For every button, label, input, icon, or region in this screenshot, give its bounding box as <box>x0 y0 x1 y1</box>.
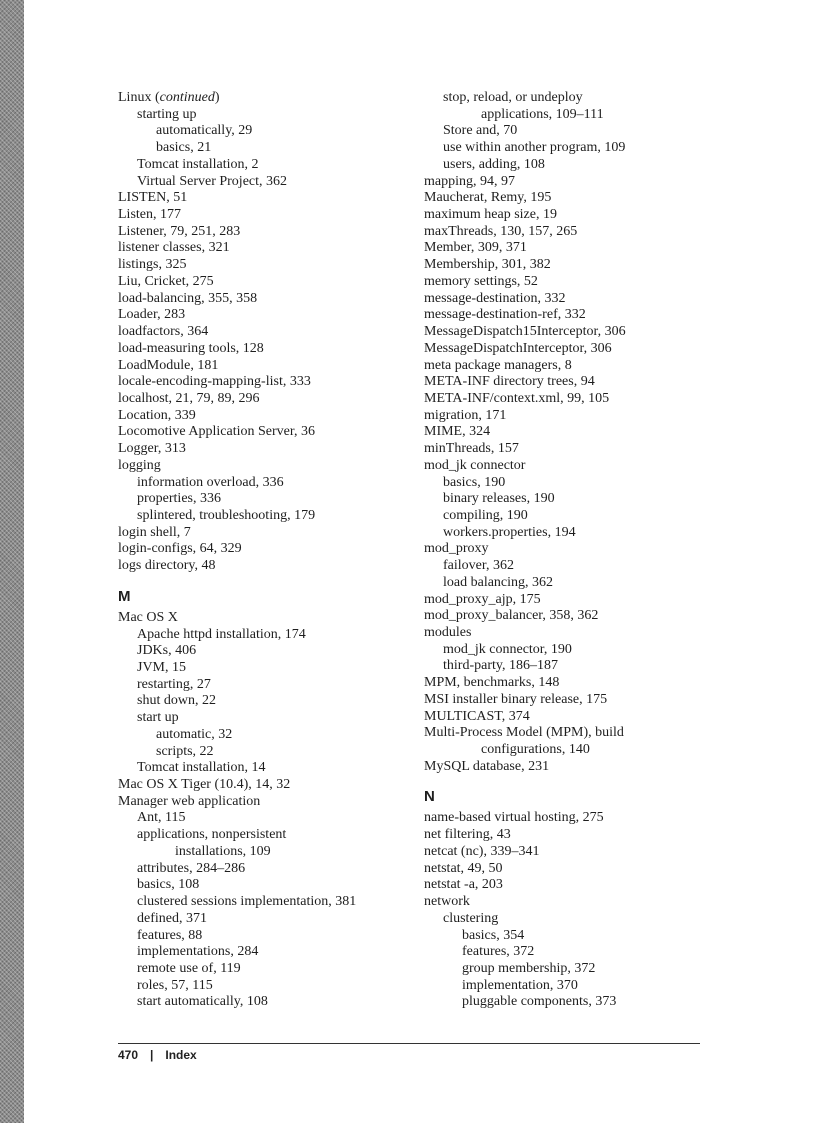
entry-text: clustered sessions implementation, 381 <box>137 894 357 910</box>
footer-separator: | <box>150 1048 154 1062</box>
index-subentry <box>424 508 714 525</box>
index-entry <box>424 441 714 458</box>
index-entry <box>118 424 408 441</box>
index-subentry <box>118 627 408 644</box>
index-subentry <box>118 911 408 928</box>
entry-text: message-destination, 332 <box>424 290 566 306</box>
entry-text: group membership, 372 <box>462 960 596 976</box>
section-letter: M <box>118 587 131 605</box>
index-entry <box>118 777 408 794</box>
entry-text: MessageDispatchInterceptor, 306 <box>424 340 612 356</box>
index-subentry <box>424 994 714 1011</box>
entry-text: basics, 354 <box>462 927 525 943</box>
index-entry <box>424 709 714 726</box>
index-subentry <box>424 575 714 592</box>
entry-text: meta package managers, 8 <box>424 357 572 373</box>
entry-text: Mac OS X Tiger (10.4), 14, 32 <box>118 777 291 793</box>
index-entry <box>118 324 408 341</box>
index-entry <box>424 307 714 324</box>
index-subentry <box>118 693 408 710</box>
index-entry <box>118 794 408 811</box>
index-entry: Linux (continued) <box>118 90 220 105</box>
index-subentry <box>118 123 408 140</box>
index-entry <box>424 625 714 642</box>
entry-text: mod_proxy_ajp, 175 <box>424 591 541 607</box>
index-subentry <box>424 90 714 107</box>
index-entry <box>118 374 408 391</box>
entry-text: start up <box>137 710 179 726</box>
entry-text: message-destination-ref, 332 <box>424 307 586 323</box>
entry-text: net filtering, 43 <box>424 827 511 843</box>
index-entry <box>424 877 714 894</box>
index-subentry <box>424 107 714 124</box>
entry-text: failover, 362 <box>443 558 514 574</box>
index-entry <box>424 894 714 911</box>
index-subentry <box>118 861 408 878</box>
entry-text: basics, 190 <box>443 474 506 490</box>
entry-text: Virtual Server Project, 362 <box>137 173 288 189</box>
entry-text: Multi-Process Model (MPM), build <box>424 725 624 741</box>
index-subentry <box>424 928 714 945</box>
entry-text: Tomcat installation, 14 <box>137 760 266 776</box>
index-subentry <box>118 944 408 961</box>
entry-text: installations, 109 <box>175 843 271 859</box>
entry-text: features, 372 <box>462 944 535 960</box>
index-entry <box>424 324 714 341</box>
entry-text: migration, 171 <box>424 407 507 423</box>
entry-text: localhost, 21, 79, 89, 296 <box>118 390 260 406</box>
entry-text: loadfactors, 364 <box>118 324 209 340</box>
index-entry <box>118 307 408 324</box>
entry-text: properties, 336 <box>137 491 221 507</box>
index-entry <box>118 610 408 627</box>
entry-text: netstat -a, 203 <box>424 877 503 893</box>
entry-text: MessageDispatch15Interceptor, 306 <box>424 324 626 340</box>
entry-text: information overload, 336 <box>137 474 284 490</box>
index-entry <box>424 675 714 692</box>
index-subentry <box>118 827 408 844</box>
entry-text: basics, 108 <box>137 877 200 893</box>
index-entry <box>118 291 408 308</box>
index-subentry <box>424 961 714 978</box>
index-subentry <box>424 475 714 492</box>
index-entry <box>118 541 408 558</box>
index-subentry <box>118 643 408 660</box>
entry-text: Store and, 70 <box>443 123 518 139</box>
entry-text: restarting, 27 <box>137 676 211 692</box>
index-entry <box>424 291 714 308</box>
index-subentry <box>424 742 714 759</box>
index-entry <box>424 458 714 475</box>
index-subentry <box>424 978 714 995</box>
entry-text: Maucherat, Remy, 195 <box>424 190 552 206</box>
entry-text: Membership, 301, 382 <box>424 257 551 273</box>
entry-text: mod_proxy_balancer, 358, 362 <box>424 608 599 624</box>
entry-text: users, adding, 108 <box>443 156 545 172</box>
index-entry <box>424 374 714 391</box>
entry-text: clustering <box>443 910 499 926</box>
continued-note: continued <box>159 90 215 105</box>
index-subentry <box>118 894 408 911</box>
index-entry <box>424 692 714 709</box>
entry-text: Mac OS X <box>118 609 178 625</box>
entry-text: implementation, 370 <box>462 977 578 993</box>
entry-text: login shell, 7 <box>118 524 191 540</box>
entry-text: locale-encoding-mapping-list, 333 <box>118 374 311 390</box>
entry-text: mod_jk connector, 190 <box>443 641 572 657</box>
index-entry <box>424 274 714 291</box>
entry-text: Listener, 79, 251, 283 <box>118 223 241 239</box>
entry-text: JVM, 15 <box>137 660 187 675</box>
index-entry <box>424 861 714 878</box>
entry-text: netstat, 49, 50 <box>424 860 503 876</box>
index-subentry <box>118 810 408 827</box>
entry-text: automatic, 32 <box>156 726 233 742</box>
section-name: Index <box>165 1048 197 1062</box>
entry-text: remote use of, 119 <box>137 960 241 976</box>
entry-text: defined, 371 <box>137 910 207 926</box>
index-subentry <box>424 491 714 508</box>
index-entry <box>424 759 714 776</box>
entry-text: starting up <box>137 106 197 122</box>
index-subentry <box>424 944 714 961</box>
entry-text: LISTEN, 51 <box>118 190 188 206</box>
index-entry <box>118 240 408 257</box>
entry-text: maxThreads, 130, 157, 265 <box>424 223 578 239</box>
entry-text: Member, 309, 371 <box>424 240 527 256</box>
entry-text: Ant, 115 <box>137 810 186 826</box>
entry-text: JDKs, 406 <box>137 643 197 659</box>
index-subentry <box>118 174 408 191</box>
entry-text: Liu, Cricket, 275 <box>118 273 214 289</box>
entry-text: third-party, 186–187 <box>443 658 558 674</box>
entry-text: MPM, benchmarks, 148 <box>424 675 560 691</box>
entry-text: Listen, 177 <box>118 207 181 223</box>
index-entry <box>118 358 408 375</box>
entry-text: Location, 339 <box>118 407 196 423</box>
entry-text: listener classes, 321 <box>118 240 230 256</box>
entry-text: workers.properties, 194 <box>443 524 576 540</box>
entry-text: META-INF directory trees, 94 <box>424 374 595 390</box>
index-subentry <box>118 744 408 761</box>
entry-text: compiling, 190 <box>443 507 528 523</box>
entry-text: scripts, 22 <box>156 743 214 759</box>
index-subentry <box>118 961 408 978</box>
entry-text: META-INF/context.xml, 99, 105 <box>424 390 610 406</box>
index-entry <box>118 441 408 458</box>
index-entry <box>118 341 408 358</box>
entry-text: binary releases, 190 <box>443 491 555 507</box>
entry-text: netcat (nc), 339–341 <box>424 843 540 859</box>
entry-text: features, 88 <box>137 927 203 943</box>
index-entry <box>424 592 714 609</box>
index-entry <box>424 358 714 375</box>
section-letter: N <box>424 788 435 806</box>
entry-text: MSI installer binary release, 175 <box>424 691 608 707</box>
index-subentry <box>118 928 408 945</box>
index-subentry <box>424 525 714 542</box>
entry-text: load-balancing, 355, 358 <box>118 290 258 306</box>
index-subentry <box>424 140 714 157</box>
entry-text: automatically, 29 <box>156 123 253 139</box>
entry-text: minThreads, 157 <box>424 441 519 457</box>
entry-text: listings, 325 <box>118 257 187 273</box>
index-subentry <box>424 123 714 140</box>
index-subentry <box>424 642 714 659</box>
entry-text: mapping, 94, 97 <box>424 173 515 189</box>
entry-text: logging <box>118 457 161 473</box>
index-entry <box>424 174 714 191</box>
index-entry <box>118 391 408 408</box>
entry-text: network <box>424 894 470 910</box>
index-subentry <box>424 658 714 675</box>
index-column-right <box>424 90 714 1011</box>
page-edge-strip <box>0 0 24 1123</box>
entry-text: MIME, 324 <box>424 424 491 440</box>
index-entry <box>424 608 714 625</box>
entry-text: Locomotive Application Server, 36 <box>118 424 315 440</box>
index-subentry <box>118 760 408 777</box>
entry-text: Linux <box>118 90 155 105</box>
index-subentry <box>424 911 714 928</box>
entry-text: mod_proxy <box>424 541 489 557</box>
index-entry <box>118 525 408 542</box>
entry-text: MySQL database, 231 <box>424 758 550 774</box>
index-subentry <box>118 844 408 861</box>
entry-text: LoadModule, 181 <box>118 357 219 373</box>
entry-text: mod_jk connector <box>424 457 526 473</box>
index-subentry <box>118 475 408 492</box>
index-entry <box>424 207 714 224</box>
entry-text: Loader, 283 <box>118 307 186 323</box>
index-subentry <box>118 107 408 124</box>
index-entry <box>118 274 408 291</box>
index-subentry <box>118 994 408 1011</box>
footer-rule <box>118 1043 700 1044</box>
index-entry <box>118 224 408 241</box>
index-entry <box>424 391 714 408</box>
entry-text: applications, 109–111 <box>481 106 604 122</box>
entry-text: Tomcat installation, 2 <box>137 156 259 172</box>
index-subentry <box>118 140 408 157</box>
entry-text: MULTICAST, 374 <box>424 708 530 724</box>
index-entry <box>424 257 714 274</box>
index-subentry <box>118 710 408 727</box>
entry-text: start automatically, 108 <box>137 994 268 1010</box>
entry-text: attributes, 284–286 <box>137 860 246 876</box>
index-subentry <box>118 508 408 525</box>
entry-text: load balancing, 362 <box>443 574 554 590</box>
index-subentry <box>118 157 408 174</box>
entry-text: shut down, 22 <box>137 693 216 709</box>
index-entry <box>118 257 408 274</box>
entry-text: login-configs, 64, 329 <box>118 541 242 557</box>
index-entry <box>424 827 714 844</box>
index-entry <box>118 408 408 425</box>
index-entry <box>118 558 408 575</box>
page-number: 470 <box>118 1048 139 1062</box>
index-entry <box>424 725 714 742</box>
entry-text: configurations, 140 <box>481 742 590 758</box>
index-entry <box>424 224 714 241</box>
entry-text: stop, reload, or undeploy <box>443 90 583 105</box>
index-subentry <box>118 491 408 508</box>
index-subentry <box>424 157 714 174</box>
entry-text: implementations, 284 <box>137 944 259 960</box>
index-entry <box>424 541 714 558</box>
index-entry <box>424 190 714 207</box>
index-subentry <box>424 558 714 575</box>
index-entry <box>424 810 714 827</box>
index-subentry <box>118 660 408 677</box>
entry-text: applications, nonpersistent <box>137 827 287 843</box>
index-entry <box>424 240 714 257</box>
entry-text: splintered, troubleshooting, 179 <box>137 507 316 523</box>
entry-text: Apache httpd installation, 174 <box>137 626 306 642</box>
index-subentry <box>118 978 408 995</box>
entry-text: use within another program, 109 <box>443 140 626 156</box>
entry-text: name-based virtual hosting, 275 <box>424 810 604 826</box>
entry-text: basics, 21 <box>156 140 212 156</box>
index-subentry <box>118 877 408 894</box>
entry-text: Logger, 313 <box>118 441 186 457</box>
index-entry <box>118 190 408 207</box>
index-entry <box>118 458 408 475</box>
entry-text: pluggable components, 373 <box>462 994 617 1010</box>
entry-text: roles, 57, 115 <box>137 977 213 993</box>
entry-text: logs directory, 48 <box>118 558 216 574</box>
index-entry <box>424 341 714 358</box>
index-entry <box>424 408 714 425</box>
index-entry <box>118 207 408 224</box>
entry-text: Manager web application <box>118 793 261 809</box>
entry-text: maximum heap size, 19 <box>424 207 557 223</box>
index-subentry <box>118 727 408 744</box>
entry-text: memory settings, 52 <box>424 273 538 289</box>
index-column-left <box>118 90 408 1011</box>
index-entry <box>424 844 714 861</box>
entry-text: load-measuring tools, 128 <box>118 340 264 356</box>
page-footer <box>118 1047 197 1063</box>
index-entry <box>424 424 714 441</box>
index-subentry <box>118 677 408 694</box>
entry-text: modules <box>424 625 472 640</box>
